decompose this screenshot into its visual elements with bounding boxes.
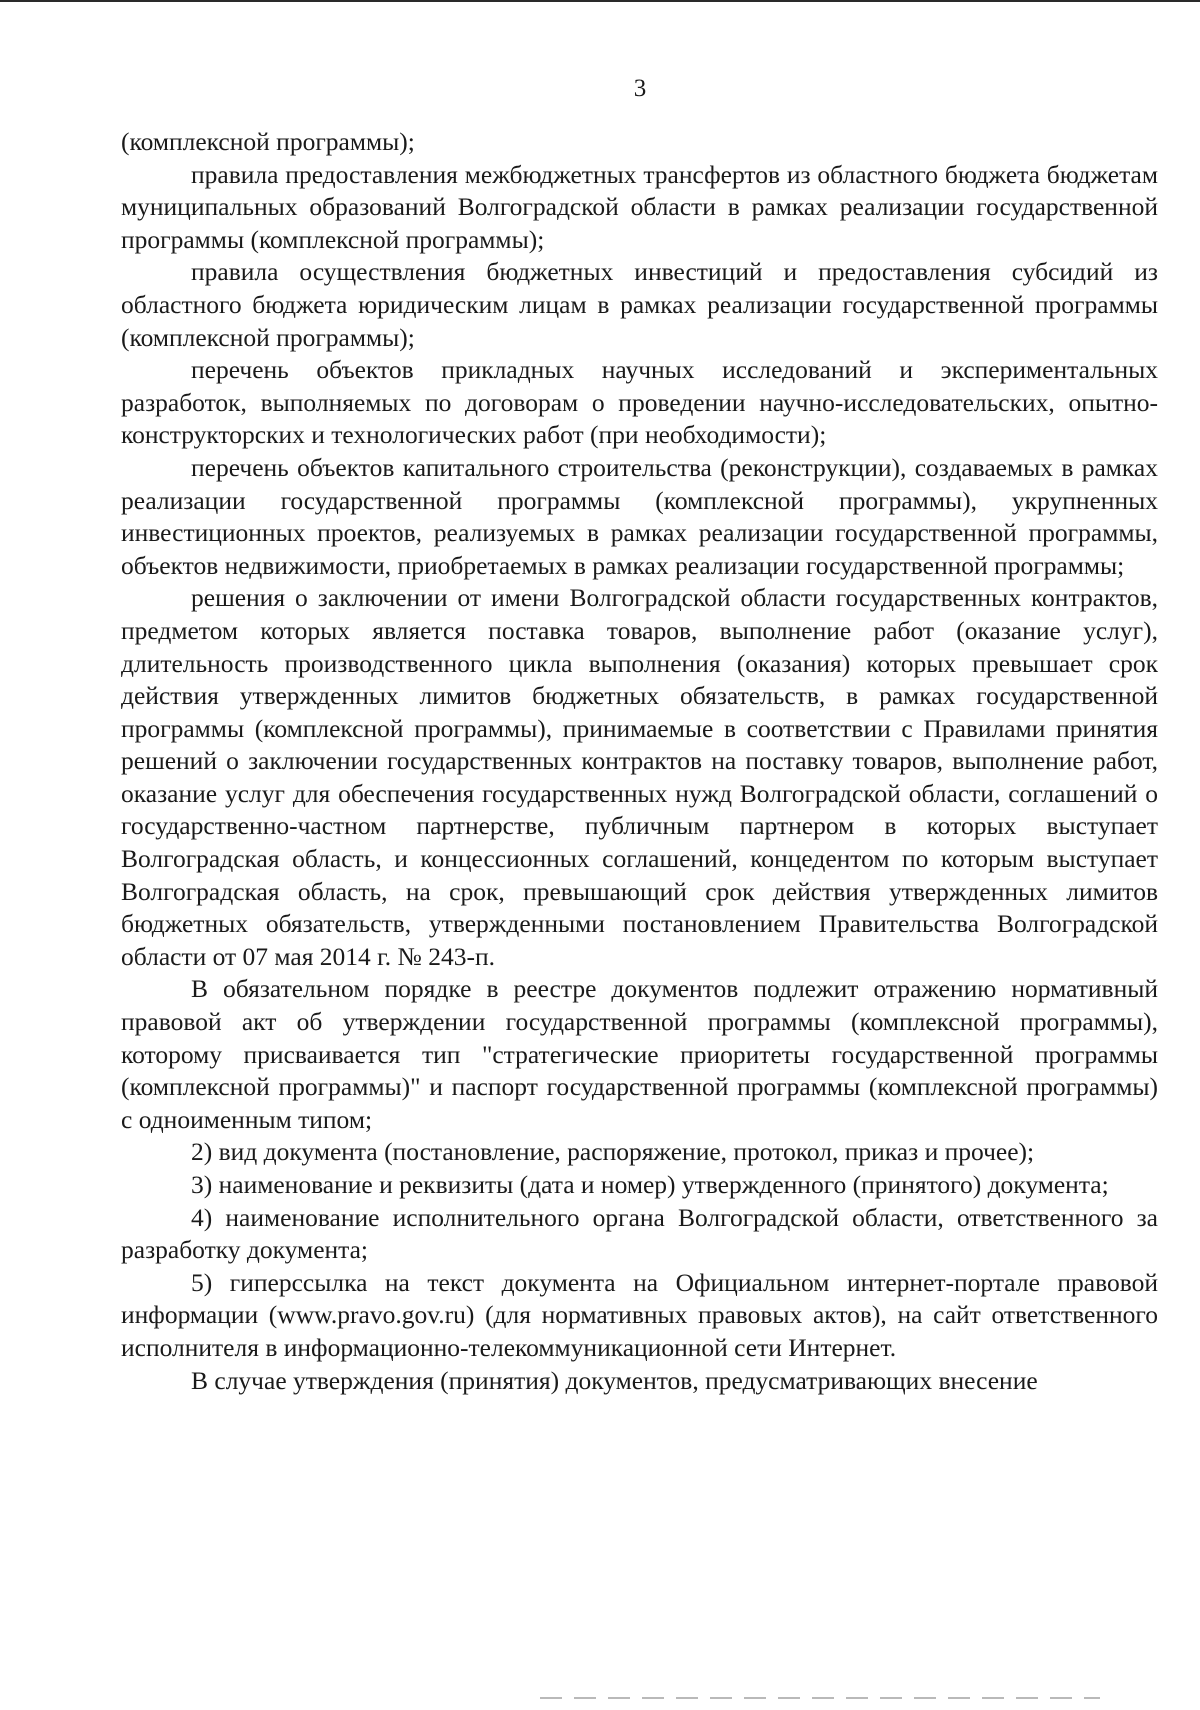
paragraph-investment-rules: правила осуществления бюджетных инвестиций и предоставления субсидий из областного бюджета юридическим лицам в рамках реализации государственной программы (комплексной программы); xyxy=(121,257,1158,352)
list-item-hyperlink: 5) гиперссылка на текст документа на Официальном интернет-портале правовой информации (www.pravo.gov.ru) (для нормативных правовых актов), на сайт ответственного исполнителя в информационно-телекоммуникационной сети Интернет. xyxy=(121,1267,1158,1362)
paragraph-mandatory-registry: В обязательном порядке в реестре документов подлежит отражению нормативный правовой акт об утверждении государственной программы (комплексной программы), которому присваивается тип "стратегические приоритеты государственной программы (комплексной программы)" и паспорт государственной программы (комплексной программы) с одноименным типом; xyxy=(121,974,1158,1134)
list-item-responsible-body: 4) наименование исполнительного органа Волгоградской области, ответственного за разработку документа; xyxy=(121,1202,1158,1265)
scan-top-edge xyxy=(0,0,1200,2)
scan-bottom-artifact xyxy=(540,1697,1100,1699)
paragraph-construction-list: перечень объектов капитального строительства (реконструкции), создаваемых в рамках реализации государственной программы (комплексной программы), укрупненных инвестиционных проектов, реализуемых в рамках реализации государственной программы, объектов недвижимости, приобретаемых в рамках реализации государственной программы; xyxy=(121,452,1158,580)
paragraph-contract-decisions: решения о заключении от имени Волгоградской области государственных контрактов, предметом которых является поставка товаров, выполнение работ (оказание услуг), длительность производственного цикла выполнения (оказания) которых превышает срок действия утвержденных лимитов бюджетных обязательств, в рамках государственной программы (комплексной программы), принимаемые в соответствии с Правилами принятия решений о заключении государственных контрактов на поставку товаров, выполнение работ, оказание услуг для обеспечения государственных нужд Волгоградской области, соглашений о государственно-частном партнерстве, публичным партнером в которых выступает Волгоградская область, и концессионных соглашений, концедентом по которым выступает Волгоградская область, на срок, превышающий срок действия утвержденных лимитов бюджетных обязательств, утвержденными постановлением Правительства Волгоградской области от 07 мая 2014 г. № 243-п. xyxy=(121,583,1158,971)
list-item-document-name: 3) наименование и реквизиты (дата и номер) утвержденного (принятого) документа; xyxy=(191,1170,1109,1199)
paragraph-amendments: В случае утверждения (принятия) документов, предусматривающих внесение xyxy=(191,1365,1038,1395)
paragraph-research-list: перечень объектов прикладных научных исследований и экспериментальных разработок, выполняемых по договорам о проведении научно-исследовательских, опытно-конструкторских и технологических работ (при необходимости); xyxy=(121,355,1158,450)
paragraph-transfers-rules: правила предоставления межбюджетных трансфертов из областного бюджета бюджетам муниципальных образований Волгоградской области в рамках реализации государственной программы (комплексной программы); xyxy=(121,159,1158,254)
list-item-document-type: 2) вид документа (постановление, распоряжение, протокол, приказ и прочее); xyxy=(191,1137,1035,1167)
document-body xyxy=(121,126,1158,1397)
paragraph-continuation: (комплексной программы); xyxy=(121,127,415,156)
page-number: 3 xyxy=(633,75,647,102)
